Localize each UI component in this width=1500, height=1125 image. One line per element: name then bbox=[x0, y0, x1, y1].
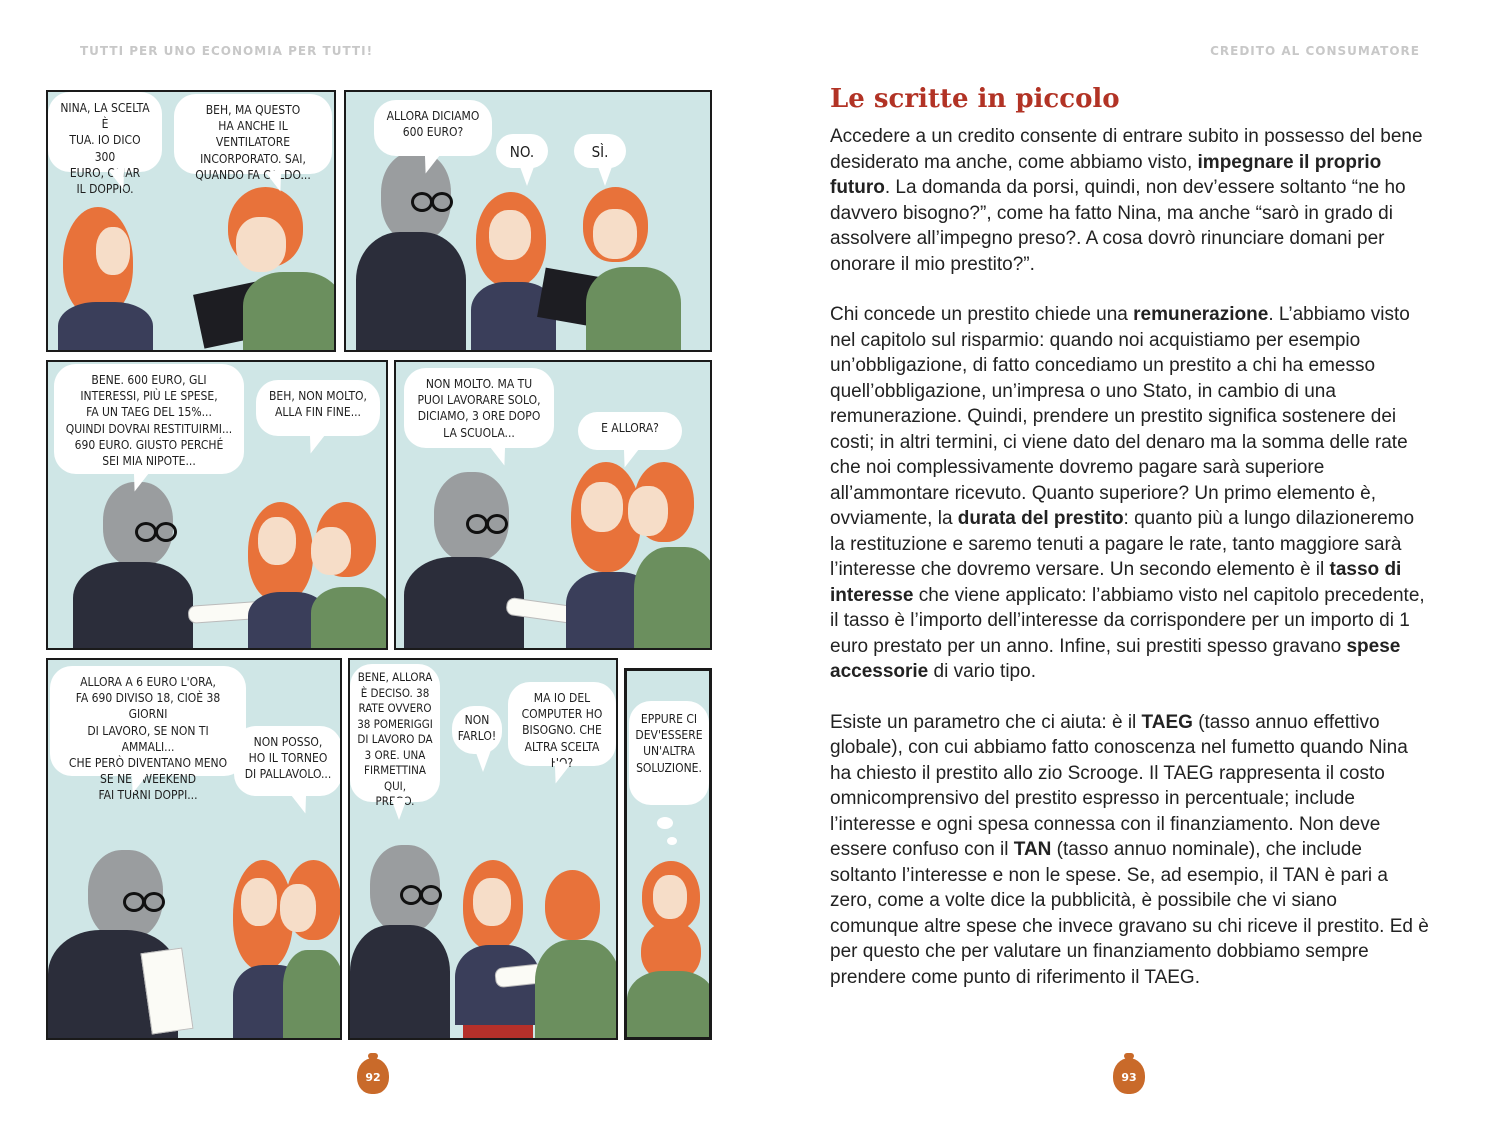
page-number-right: 93 bbox=[1113, 1058, 1145, 1094]
speech-bubble: E ALLORA? bbox=[578, 412, 682, 450]
uncle-figure bbox=[73, 482, 193, 650]
speech-bubble: ALLORA A 6 EURO L'ORA, FA 690 DIVISO 18, CIOÈ 38 GIORNI DI LAVORO, SE NON TI AMMALI... CHE PERÒ DIVENTANO MENO SE NEL WEEKEND FAI TURNI DOPPI... bbox=[50, 666, 246, 776]
nina-figure bbox=[218, 187, 336, 352]
speech-bubble: NON POSSO, HO IL TORNEO DI PALLAVOLO... bbox=[234, 726, 342, 796]
speech-bubble: NO. bbox=[496, 134, 548, 168]
page-number-left: 92 bbox=[357, 1058, 389, 1094]
article bbox=[830, 84, 1430, 1015]
running-head-left: TUTTI PER UNO ECONOMIA PER TUTTI! bbox=[80, 44, 374, 58]
article-paragraph-1: Accedere a un credito consente di entrare subito in possesso del bene desiderato ma anche, come abbiamo visto, impegnare il proprio futuro. La domanda da porsi, quindi, non dev’essere soltanto “ne ho davvero bisogno?”, come ha fatto Nina, ma anche “sarò in grado di assolvere all’impegno preso?. A cosa dovrò rinunciare domani per onorare il mio prestito?”. bbox=[830, 126, 1423, 275]
thought-dot bbox=[667, 837, 677, 845]
speech-bubble: NON MOLTO. MA TU PUOI LAVORARE SOLO, DICIAMO, 3 ORE DOPO LA SCUOLA... bbox=[404, 368, 554, 448]
nina-figure bbox=[455, 860, 540, 1040]
comic-panel-3 bbox=[46, 360, 388, 650]
article-paragraph-3: Esiste un parametro che ci aiuta: è il TAEG (tasso annuo effettivo globale), con cui abbiamo fatto conoscenza nel fumetto quando Nina ha chiesto il prestito allo zio Scrooge. Il TAEG rappresenta il costo omnicomprensivo del prestito espresso in percentuale; include l’interesse e ogni spesa connessa con il finanziamento. Non deve essere confuso con il TAN (tasso annuo nominale), che include soltanto l’interesse e non le spese. Se, ad esempio, il TAN è pari a zero, come a volte dice la pubblicità, è possibile che vi siano comunque altre spese che invece gravano su chi riceve il prestito. Ed è per questo che per valutare un finanziamento dobbiamo sempre prendere come punto di riferimento il TAEG. bbox=[830, 711, 1429, 988]
speech-bubble: SÌ. bbox=[574, 134, 626, 168]
speech-bubble: BENE, ALLORA È DECISO. 38 RATE OVVERO 38 POMERIGGI DI LAVORO DA 3 ORE. UNA FIRMETTINA QUI, PREGO. bbox=[350, 664, 440, 802]
comic-panel-7 bbox=[624, 668, 712, 1040]
speech-bubble: BENE. 600 EURO, GLI INTERESSI, PIÙ LE SPESE, FA UN TAEG DEL 15%... QUINDI DOVRAI RESTITUIRMI... 690 EURO. GIUSTO PERCHÉ SEI MIA NIPOTE... bbox=[54, 364, 244, 474]
article-title: Le scritte in piccolo bbox=[830, 84, 1120, 114]
comic-panel-2 bbox=[344, 90, 712, 352]
speech-bubble: MA IO DEL COMPUTER HO BISOGNO. CHE ALTRA SCELTA HO? bbox=[508, 682, 616, 766]
nina-figure bbox=[624, 462, 712, 650]
speech-bubble: BEH, NON MOLTO, ALLA FIN FINE... bbox=[256, 380, 380, 436]
nina-figure bbox=[58, 207, 158, 352]
nina-figure bbox=[571, 187, 681, 352]
article-paragraph-2: Chi concede un prestito chiede una remunerazione. L’abbiamo visto nel capitolo sul risparmio: quando noi acquistiamo per esempio un’obbligazione, di fatto concediamo un prestito a chi ha emesso quell’obbligazione, un’impresa o uno Stato, in cambio di una remunerazione. Quindi, prendere un prestito significa sostenere dei costi; in altri termini, ci viene dato del denaro ma la somma delle rate che noi complessivamente dovremo pagare sarà superiore all’ammontare ricevuto. Quanto superiore? Un primo elemento è, ovviamente, la durata del prestito: quanto più a lungo dilazioneremo la restituzione e saremo tenuti a pagare le rate, tanto maggiore sarà l’interesse che dovremo versare. Un secondo elemento è il tasso di interesse che viene applicato: l’abbiamo visto nel capitolo precedente, il tasso è l’importo dell’interesse da corrispondere per un importo di 1 euro prestato per un anno. Infine, sui prestiti spesso gravano spese accessorie di vario tipo. bbox=[830, 304, 1425, 682]
nina-figure bbox=[627, 921, 712, 1040]
comic-page bbox=[46, 90, 712, 1040]
nina-figure bbox=[535, 870, 618, 1040]
speech-bubble: NINA, LA SCELTA È TUA. IO DICO 300 EURO, OMAR IL DOPPIO. bbox=[48, 92, 162, 172]
thought-bubble: EPPURE CI DEV'ESSERE UN'ALTRA SOLUZIONE. bbox=[629, 701, 709, 805]
nina-figure bbox=[278, 860, 342, 1040]
comic-panel-5 bbox=[46, 658, 342, 1040]
running-head-right: CREDITO AL CONSUMATORE bbox=[1210, 44, 1420, 58]
thought-dot bbox=[657, 817, 673, 829]
speech-bubble: ALLORA DICIAMO 600 EURO? bbox=[374, 100, 492, 156]
speech-bubble: NON FARLO! bbox=[452, 706, 502, 754]
comic-panel-1 bbox=[46, 90, 336, 352]
uncle-figure bbox=[356, 152, 466, 352]
speech-bubble: BEH, MA QUESTO HA ANCHE IL VENTILATORE INCORPORATO. SAI, QUANDO FA CALDO... bbox=[174, 94, 332, 174]
nina-figure bbox=[306, 502, 388, 650]
uncle-figure bbox=[404, 472, 524, 650]
comic-panel-6 bbox=[348, 658, 618, 1040]
uncle-figure bbox=[350, 845, 450, 1040]
comic-panel-4 bbox=[394, 360, 712, 650]
